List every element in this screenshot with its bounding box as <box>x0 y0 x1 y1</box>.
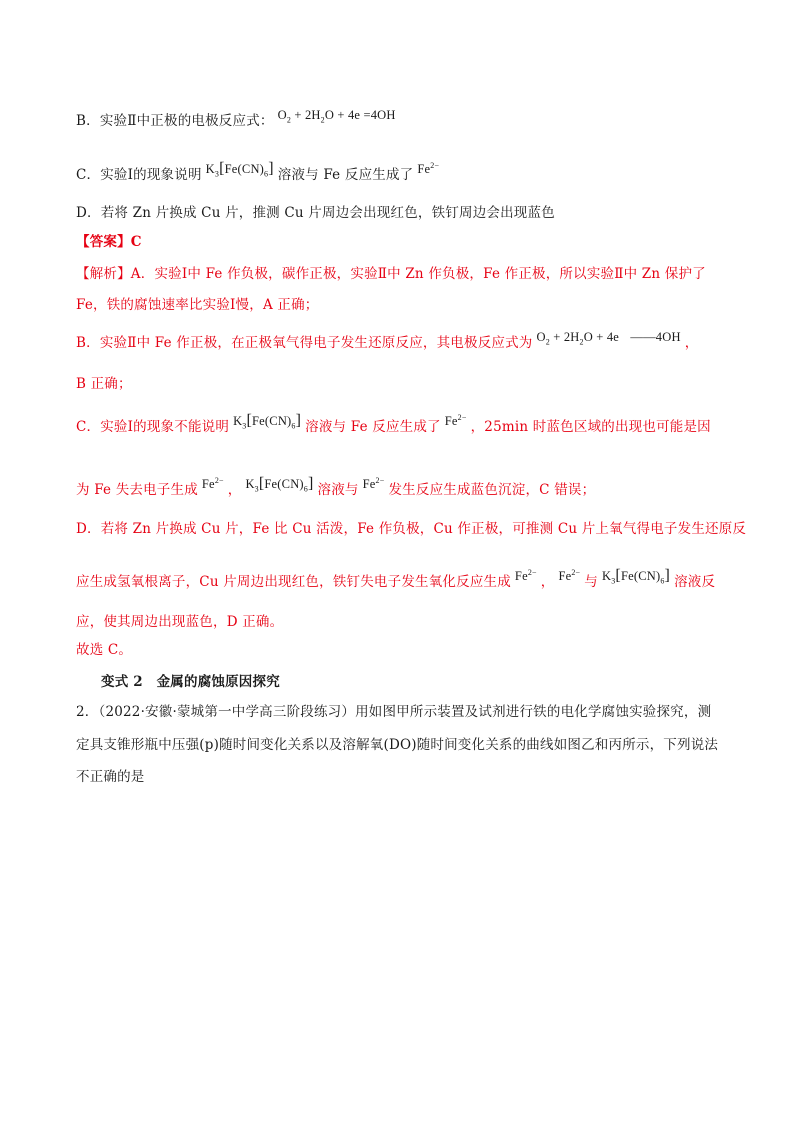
formula-fe2plus: $Fe^{2-}$ <box>558 567 581 583</box>
answer-label: 【答案】C <box>76 234 142 250</box>
formula-cathode-reaction: $O_2 + 2H_2O + 4e =4OH$ <box>277 108 396 125</box>
analysis-c-line1: C．实验Ⅰ的现象不能说明 $K_3[Fe(CN)_6]$ 溶液与 Fe 反应生成了 $Fe^{2-}$，25min 时蓝色区域的出现也可能是因 <box>76 412 711 435</box>
option-b <box>76 108 400 129</box>
variant-heading: 变式 2 金属的腐蚀原因探究 <box>101 674 280 690</box>
formula-fe2plus: $Fe^{2-}$ <box>201 475 224 491</box>
option-d: D．若将 Zn 片换成 Cu 片，推测 Cu 片周边会出现红色，铁钉周边会出现蓝色 <box>76 205 555 221</box>
question-2-line3: 不正确的是 <box>76 769 145 785</box>
analysis-d-line3: 应，使其周边出现蓝色，D 正确。 <box>76 614 284 630</box>
formula-k3fecn6: $K_3[Fe(CN)_6]$ <box>233 412 302 431</box>
option-b-text: B．实验Ⅱ中正极的电极反应式： <box>76 113 274 129</box>
formula-k3fecn6: $K_3[Fe(CN)_6]$ <box>205 160 274 179</box>
analysis-b-line2: B 正确； <box>76 376 132 392</box>
analysis-d-line2: 应生成氢氧根离子，Cu 片周边出现红色，铁钉失电子发生氧化反应生成 $Fe^{2-}$， $Fe^{2-}$与 $K_3[Fe(CN)_6]$ 溶液反 <box>76 567 716 590</box>
formula-k3fecn6: $K_3[Fe(CN)_6]$ <box>245 475 314 494</box>
analysis-a-line2: Fe，铁的腐蚀速率比实验Ⅰ慢，A 正确； <box>76 297 319 313</box>
formula-fe2plus: $Fe^{2-}$ <box>417 160 440 176</box>
formula-fe2plus: $Fe^{2-}$ <box>514 567 537 583</box>
question-2-line1: 2．（2022·安徽·蒙城第一中学高三阶段练习）用如图甲所示装置及试剂进行铁的电化学腐蚀实验探究，测 <box>76 704 712 720</box>
option-c: C．实验Ⅰ的现象说明 $K_3[Fe(CN)_6]$ 溶液与 Fe 反应生成了 $Fe^{2-}$ <box>76 160 443 183</box>
formula-fe2plus: $Fe^{2-}$ <box>362 475 385 491</box>
formula-fe2plus: $Fe^{2-}$ <box>444 412 467 428</box>
analysis-b-line1: B．实验Ⅱ中 Fe 作正极，在正极氧气得电子发生还原反应，其电极反应式为 $O_2 + 2H_2O + 4e$ ——4OH ， <box>76 330 699 351</box>
question-2-line2: 定具支锥形瓶中压强(p)随时间变化关系以及溶解氧(DO)随时间变化关系的曲线如图乙和丙所示，下列说法 <box>76 737 719 753</box>
analysis-a-line1: 【解析】A．实验Ⅰ中 Fe 作负极，碳作正极，实验Ⅱ中 Zn 作负极，Fe 作正极，所以实验Ⅱ中 Zn 保护了 <box>76 266 706 282</box>
formula-k3fecn6: $K_3[Fe(CN)_6]$ <box>601 567 671 586</box>
analysis-c-line2: 为 Fe 失去电子生成 $Fe^{2-}$， $K_3[Fe(CN)_6]$ 溶液与 $Fe^{2-}$发生反应生成蓝色沉淀，C 错误； <box>76 475 596 498</box>
formula-cathode-reaction-analysis: $O_2 + 2H_2O + 4e$ ——4OH <box>536 330 681 347</box>
analysis-conclusion: 故选 C。 <box>76 642 133 658</box>
analysis-d-line1: D．若将 Zn 片换成 Cu 片，Fe 比 Cu 活泼，Fe 作负极，Cu 作正极，可推测 Cu 片上氧气得电子发生还原反 <box>76 521 747 537</box>
